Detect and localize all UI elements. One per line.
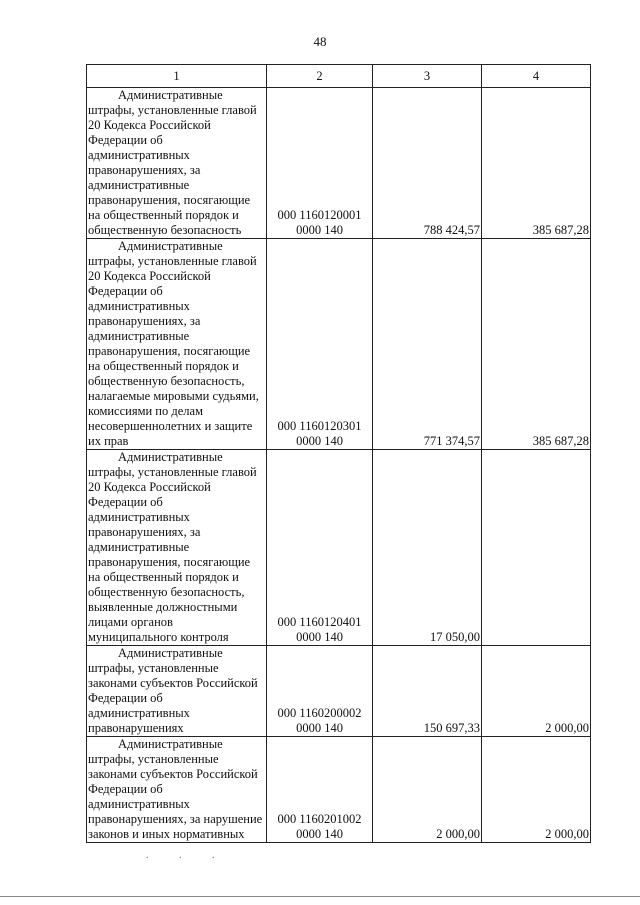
row-name-cell	[87, 88, 267, 239]
row-name-cell	[87, 450, 267, 646]
column-header-1: 1	[87, 65, 267, 88]
table-row	[87, 450, 591, 646]
column-header-2: 2	[267, 65, 373, 88]
row-name-cell	[87, 239, 267, 450]
table-row	[87, 88, 591, 239]
row-value-4: 2 000,00	[482, 737, 591, 843]
row-name: Административные штрафы, установленные главой 20 Кодекса Российской Федерации об административных правонарушениях, за административные правонарушения, посягающие на общественный порядок и общественную безопасность, выявленные должностными лицами органов муниципального контроля	[88, 450, 257, 644]
row-name: Административные штрафы, установленные законами субъектов Российской Федерации об административных правонарушениях	[88, 646, 258, 735]
row-code: 000 1160200002 0000 140	[267, 646, 373, 737]
page-number: 48	[313, 34, 327, 49]
row-code: 000 1160120001 0000 140	[267, 88, 373, 239]
row-name-cell	[87, 737, 267, 843]
table-row	[87, 737, 591, 843]
column-header-4: 4	[482, 65, 591, 88]
page-bottom-divider	[0, 896, 640, 897]
table-row	[87, 239, 591, 450]
table-header-row	[87, 65, 591, 88]
row-code: 000 1160120401 0000 140	[267, 450, 373, 646]
row-value-4: 2 000,00	[482, 646, 591, 737]
scan-marks: . . .	[146, 850, 229, 861]
row-name: Административные штрафы, установленные главой 20 Кодекса Российской Федерации об административных правонарушениях, за административные правонарушения, посягающие на общественный порядок и общественную безопасность	[88, 88, 257, 237]
row-code: 000 1160120301 0000 140	[267, 239, 373, 450]
row-value-3: 2 000,00	[373, 737, 482, 843]
column-header-3: 3	[373, 65, 482, 88]
row-name-cell	[87, 646, 267, 737]
row-value-3: 788 424,57	[373, 88, 482, 239]
row-value-3: 771 374,57	[373, 239, 482, 450]
budget-table	[86, 64, 591, 843]
row-value-4: 385 687,28	[482, 88, 591, 239]
row-code: 000 1160201002 0000 140	[267, 737, 373, 843]
row-name: Административные штрафы, установленные главой 20 Кодекса Российской Федерации об административных правонарушениях, за административные правонарушения, посягающие на общественный порядок и общественную безопасность, налагаемые мировыми судьями, комиссиями по делам несовершеннолетних и защите их прав	[88, 239, 259, 448]
row-value-3: 150 697,33	[373, 646, 482, 737]
row-value-4: 385 687,28	[482, 239, 591, 450]
row-name: Административные штрафы, установленные законами субъектов Российской Федерации об административных правонарушениях, за нарушение законов и иных нормативных	[88, 737, 263, 841]
row-value-3: 17 050,00	[373, 450, 482, 646]
table-row	[87, 646, 591, 737]
row-value-4	[482, 450, 591, 646]
